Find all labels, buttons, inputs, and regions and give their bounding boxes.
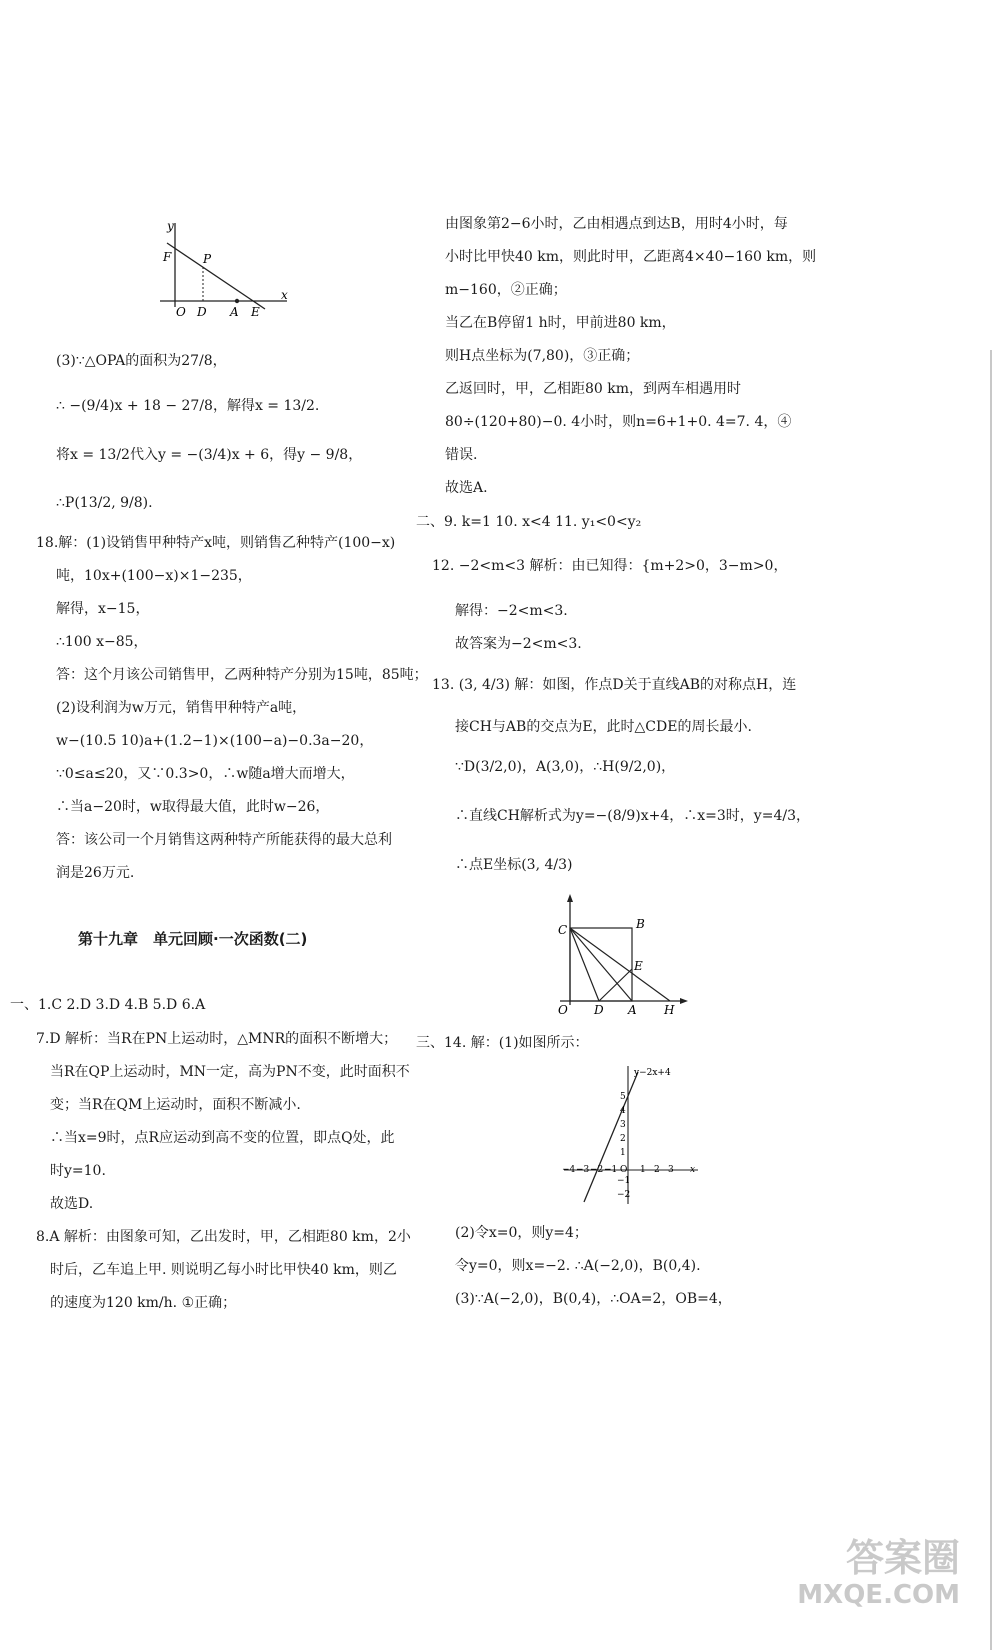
right-line-1: 小时比甲快40 km，则此时甲，乙距离4×40−160 km，则 bbox=[445, 249, 817, 265]
right-line-2: m−160，②正确； bbox=[445, 282, 567, 298]
label-H: H bbox=[664, 1003, 675, 1017]
left-line-12: ∴当a−20时，w取得最大值，此时w−26， bbox=[56, 799, 330, 815]
label-O: O bbox=[558, 1003, 568, 1017]
left-line-3: ∴P(13/2, 9/8). bbox=[56, 495, 153, 511]
left-line-4: 18.解：(1)设销售甲种特产x吨，则销售乙种特产(100−x) bbox=[36, 535, 396, 551]
label-x: x bbox=[690, 1165, 696, 1175]
ytick-m1: −1 bbox=[617, 1176, 631, 1186]
right-line-15: ∵D(3/2,0)，A(3,0)，∴H(9/2,0)， bbox=[455, 759, 676, 775]
right-line-3: 当乙在B停留1 h时，甲前进80 km， bbox=[445, 315, 676, 331]
label-E: E bbox=[634, 959, 643, 973]
ytick-1: 1 bbox=[620, 1148, 626, 1158]
left-line-14: 润是26万元. bbox=[56, 865, 135, 881]
eq-label: y−2x+4 bbox=[634, 1068, 671, 1078]
figure-line-plot bbox=[560, 1060, 705, 1210]
xtick-2: 2 bbox=[654, 1165, 660, 1175]
right-line-8: 故选A. bbox=[445, 480, 488, 496]
xtick-m3: −3 bbox=[576, 1165, 590, 1175]
xtick-3: 3 bbox=[668, 1165, 674, 1175]
answers-line-7: 8.A 解析：由图象可知，乙出发时，甲，乙相距80 km，2小 bbox=[36, 1229, 411, 1245]
right-line-4: 则H点坐标为(7,80)，③正确； bbox=[445, 348, 640, 364]
left-line-0: (3)∵△OPA的面积为27/8， bbox=[56, 353, 227, 369]
right-line-6: 80÷(120+80)−0. 4小时，则n=6+1+0. 4=7. 4，④ bbox=[445, 414, 792, 430]
left-line-11: ∵0≤a≤20，又∵0.3>0，∴w随a增大而增大， bbox=[56, 766, 355, 782]
xtick-m2: −2 bbox=[590, 1165, 604, 1175]
left-line-5: 吨，10x+(100−x)×1−235， bbox=[56, 568, 252, 584]
xtick-m4: −4 bbox=[562, 1165, 576, 1175]
ytick-3: 3 bbox=[620, 1120, 626, 1130]
answers-line-1: 7.D 解析：当R在PN上运动时，△MNR的面积不断增大； bbox=[36, 1031, 398, 1047]
left-line-7: ∴100 x−85， bbox=[56, 634, 148, 650]
ytick-m2: −2 bbox=[617, 1190, 631, 1200]
watermark-bottom: MXQE.COM bbox=[797, 1580, 960, 1610]
answers-line-3: 变；当R在QM上运动时，面积不断减小. bbox=[50, 1097, 301, 1113]
label-D: D bbox=[594, 1003, 604, 1017]
left-line-10: w−(10.5 10)a+(1.2−1)×(100−a)−0.3a−20， bbox=[56, 733, 374, 749]
label-O: O bbox=[620, 1165, 628, 1175]
left-line-2: 将x = 13/2代入y = −(3/4)x + 6，得y − 9/8， bbox=[56, 447, 363, 463]
label-F: F bbox=[163, 250, 172, 264]
left-line-6: 解得，x−15， bbox=[56, 601, 150, 617]
label-A: A bbox=[628, 1003, 637, 1017]
answers-line-5: 时y=10. bbox=[50, 1163, 106, 1179]
left-line-13: 答：该公司一个月销售这两种特产所能获得的最大总利 bbox=[56, 832, 392, 848]
right-line-11: 解得：−2<m<3. bbox=[455, 603, 568, 619]
watermark bbox=[797, 1536, 960, 1610]
q14-heading: 三、14. 解：(1)如图所示： bbox=[416, 1035, 589, 1051]
ytick-2: 2 bbox=[620, 1134, 626, 1144]
right-line-9: 二、9. k=1 10. x<4 11. y₁<0<y₂ bbox=[416, 514, 642, 530]
label-B: B bbox=[636, 917, 645, 931]
figure-cdeh bbox=[552, 890, 692, 1025]
xtick-1: 1 bbox=[640, 1165, 646, 1175]
line-fe bbox=[167, 243, 265, 309]
label-O: O bbox=[176, 305, 186, 319]
label-y: y bbox=[167, 219, 174, 233]
label-E: E bbox=[251, 305, 260, 319]
left-line-8: 答：这个月该公司销售甲，乙两种特产分别为15吨，85吨； bbox=[56, 667, 428, 683]
left-line-9: (2)设利润为w万元，销售甲种特产a吨， bbox=[56, 700, 307, 716]
chapter-title: 第十九章 单元回顾·一次函数(二) bbox=[78, 930, 308, 948]
label-D: D bbox=[197, 305, 207, 319]
xtick-m1: −1 bbox=[604, 1165, 618, 1175]
right-line-16: ∴直线CH解析式为y=−(8/9)x+4，∴x=3时，y=4/3， bbox=[455, 808, 810, 824]
page-edge-shadow bbox=[990, 350, 992, 1650]
answers-line-2: 当R在QP上运动时，MN一定，高为PN不变，此时面积不 bbox=[50, 1064, 410, 1080]
answers-line-4: ∴当x=9时，点R应运动到高不变的位置，即点Q处，此 bbox=[50, 1130, 395, 1146]
label-A: A bbox=[230, 305, 239, 319]
right2-line-0: (2)令x=0，则y=4； bbox=[455, 1225, 588, 1241]
right-line-14: 接CH与AB的交点为E，此时△CDE的周长最小. bbox=[455, 719, 752, 735]
right-line-7: 错误. bbox=[445, 447, 478, 463]
left-line-1: ∴ −(9/4)x + 18 − 27/8，解得x = 13/2. bbox=[56, 398, 320, 414]
answers-line-8: 时后，乙车追上甲. 则说明乙每小时比甲快40 km，则乙 bbox=[50, 1262, 397, 1278]
right2-line-2: (3)∵A(−2,0)，B(0,4)，∴OA=2，OB=4， bbox=[455, 1291, 732, 1307]
label-C: C bbox=[558, 923, 568, 937]
watermark-top: 答案圈 bbox=[845, 1536, 960, 1580]
answers-line-6: 故选D. bbox=[50, 1196, 94, 1212]
ytick-4: 4 bbox=[620, 1106, 626, 1116]
answers-line-0: 一、1.C 2.D 3.D 4.B 5.D 6.A bbox=[10, 997, 206, 1013]
label-P: P bbox=[203, 252, 212, 266]
right2-line-1: 令y=0，则x=−2. ∴A(−2,0)，B(0,4). bbox=[455, 1258, 701, 1274]
ytick-5: 5 bbox=[620, 1092, 626, 1102]
right-line-17: ∴点E坐标(3, 4/3) bbox=[455, 857, 573, 873]
label-x: x bbox=[281, 288, 288, 302]
figure-line-graph bbox=[155, 215, 295, 325]
right-line-5: 乙返回时，甲，乙相距80 km，到两车相遇用时 bbox=[445, 381, 742, 397]
right-line-12: 故答案为−2<m<3. bbox=[455, 636, 582, 652]
right-line-0: 由图象第2−6小时，乙由相遇点到达B，用时4小时，每 bbox=[445, 216, 788, 232]
right-line-10: 12. −2<m<3 解析：由已知得：{m+2>0，3−m>0， bbox=[432, 558, 788, 574]
right-line-13: 13. (3, 4/3) 解：如图，作点D关于直线AB的对称点H，连 bbox=[432, 677, 797, 693]
answers-line-9: 的速度为120 km/h. ①正确； bbox=[50, 1295, 237, 1311]
